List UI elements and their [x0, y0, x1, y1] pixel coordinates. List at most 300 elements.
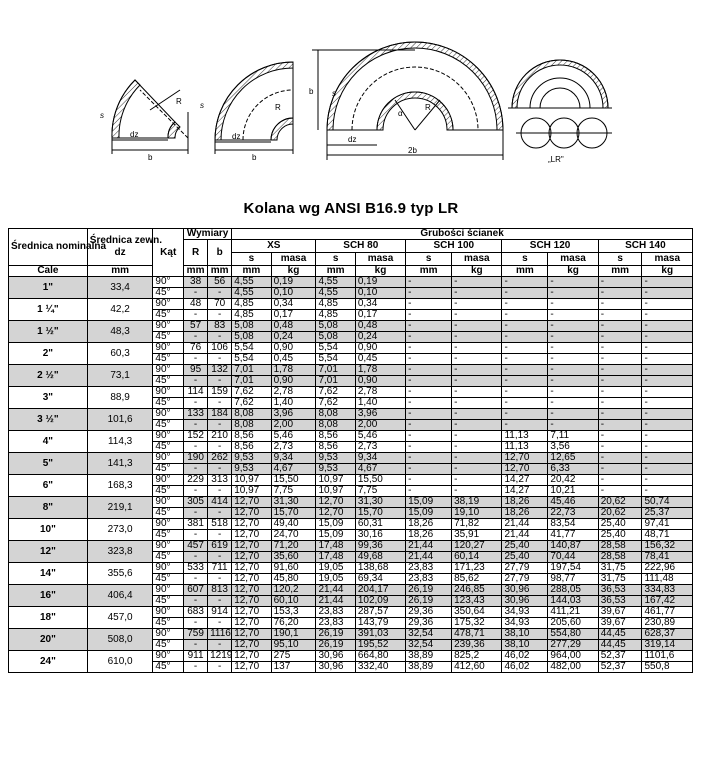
wall-cell: 7,62	[316, 387, 355, 398]
wall-cell: 7,01	[232, 376, 271, 387]
wall-cell: -	[452, 431, 502, 442]
outer-diameter: 48,3	[87, 321, 153, 343]
wall-cell: 46,02	[502, 662, 548, 673]
wall-cell: -	[452, 343, 502, 354]
wall-cell: 0,90	[355, 376, 405, 387]
wall-cell: -	[642, 475, 693, 486]
wall-cell: 46,02	[502, 651, 548, 662]
wall-cell: 9,34	[271, 453, 316, 464]
wall-cell: 35,91	[452, 530, 502, 541]
unit-mm: mm	[87, 266, 153, 277]
wall-cell: -	[452, 464, 502, 475]
wall-cell: 31,75	[598, 563, 642, 574]
dimension-cell: -	[184, 486, 208, 497]
header-masa: masa	[548, 253, 598, 266]
dimension-cell: 518	[208, 519, 232, 530]
wall-cell: 5,54	[232, 354, 271, 365]
wall-cell: 5,54	[316, 354, 355, 365]
header-masa: masa	[271, 253, 316, 266]
wall-cell: 19,05	[316, 574, 355, 585]
angle-cell: 45°	[153, 662, 184, 673]
wall-cell: 21,44	[406, 552, 452, 563]
wall-cell: 36,53	[598, 596, 642, 607]
wall-cell: 4,67	[271, 464, 316, 475]
dimension-cell: 106	[208, 343, 232, 354]
wall-cell: -	[598, 431, 642, 442]
wall-cell: 0,24	[355, 332, 405, 343]
wall-cell: -	[406, 321, 452, 332]
dimension-cell: -	[208, 618, 232, 629]
wall-cell: 3,56	[548, 442, 598, 453]
fig3-label-s: s	[332, 89, 336, 98]
header-masa: masa	[642, 253, 693, 266]
wall-cell: -	[642, 343, 693, 354]
dimension-cell: -	[208, 442, 232, 453]
wall-cell: 137	[271, 662, 316, 673]
dimension-cell: -	[184, 596, 208, 607]
dimension-cell: 457	[184, 541, 208, 552]
dimension-cell: 133	[184, 409, 208, 420]
wall-cell: 69,34	[355, 574, 405, 585]
wall-cell: 50,74	[642, 497, 693, 508]
wall-cell: -	[406, 398, 452, 409]
wall-cell: -	[452, 486, 502, 497]
header-sched-140: SCH 140	[598, 240, 692, 253]
dimension-cell: 48	[184, 299, 208, 310]
wall-cell: 0,10	[355, 288, 405, 299]
wall-cell: -	[452, 387, 502, 398]
wall-cell: -	[502, 420, 548, 431]
wall-cell: -	[598, 277, 642, 288]
nominal-size: 2"	[9, 343, 88, 365]
nominal-size: 1"	[9, 277, 88, 299]
header-r: R	[184, 240, 208, 266]
wall-cell: -	[406, 387, 452, 398]
wall-cell: 4,85	[316, 310, 355, 321]
header-sched-80: SCH 80	[316, 240, 406, 253]
wall-cell: 8,08	[232, 420, 271, 431]
angle-cell: 90°	[153, 277, 184, 288]
wall-cell: 7,75	[355, 486, 405, 497]
wall-cell: 41,77	[548, 530, 598, 541]
dimension-cell: 914	[208, 607, 232, 618]
wall-cell: -	[548, 343, 598, 354]
wall-cell: 32,54	[406, 629, 452, 640]
wall-cell: 15,50	[271, 475, 316, 486]
wall-cell: 10,21	[548, 486, 598, 497]
wall-cell: -	[502, 277, 548, 288]
wall-cell: 25,37	[642, 508, 693, 519]
wall-cell: -	[598, 365, 642, 376]
outer-diameter: 114,3	[87, 431, 153, 453]
wall-cell: 25,40	[598, 519, 642, 530]
wall-cell: 102,09	[355, 596, 405, 607]
wall-cell: -	[598, 332, 642, 343]
wall-cell: -	[452, 288, 502, 299]
header-s: s	[502, 253, 548, 266]
outer-diameter: 141,3	[87, 453, 153, 475]
wall-cell: 4,55	[232, 288, 271, 299]
dimension-cell: 132	[208, 365, 232, 376]
dimension-cell: 619	[208, 541, 232, 552]
outer-diameter: 508,0	[87, 629, 153, 651]
wall-cell: -	[548, 398, 598, 409]
wall-cell: 2,78	[355, 387, 405, 398]
dimension-cell: -	[208, 530, 232, 541]
dimension-cell: -	[184, 354, 208, 365]
wall-cell: 26,19	[316, 640, 355, 651]
lr-sketch-drawing	[508, 60, 612, 164]
dimension-cell: -	[184, 420, 208, 431]
wall-cell: 167,42	[642, 596, 693, 607]
dimension-cell: 114	[184, 387, 208, 398]
wall-cell: 9,53	[316, 464, 355, 475]
wall-cell: 19,10	[452, 508, 502, 519]
wall-cell: -	[598, 453, 642, 464]
wall-cell: 45,80	[271, 574, 316, 585]
wall-cell: -	[406, 343, 452, 354]
wall-cell: 12,70	[232, 629, 271, 640]
wall-cell: 25,40	[502, 541, 548, 552]
wall-cell: -	[598, 321, 642, 332]
angle-cell: 45°	[153, 376, 184, 387]
wall-cell: -	[502, 332, 548, 343]
header-b: b	[208, 240, 232, 266]
wall-cell: 628,37	[642, 629, 693, 640]
header-masa: masa	[355, 253, 405, 266]
wall-cell: -	[502, 354, 548, 365]
dimension-cell: -	[208, 486, 232, 497]
wall-cell: 9,53	[232, 453, 271, 464]
wall-cell: 52,37	[598, 662, 642, 673]
wall-cell: -	[452, 376, 502, 387]
table-row	[9, 607, 693, 618]
wall-cell: 1,78	[271, 365, 316, 376]
angle-cell: 45°	[153, 442, 184, 453]
dimension-cell: 759	[184, 629, 208, 640]
wall-cell: 10,97	[232, 486, 271, 497]
wall-cell: 11,13	[502, 442, 548, 453]
angle-cell: 45°	[153, 398, 184, 409]
wall-cell: -	[642, 409, 693, 420]
unit-mm: mm	[184, 266, 208, 277]
wall-cell: 7,62	[232, 398, 271, 409]
wall-cell: 0,24	[271, 332, 316, 343]
wall-cell: -	[502, 310, 548, 321]
dimension-cell: -	[184, 332, 208, 343]
fig2-label-dz: dz	[232, 132, 241, 141]
wall-cell: 28,58	[598, 552, 642, 563]
wall-cell: 44,45	[598, 640, 642, 651]
wall-cell: 12,65	[548, 453, 598, 464]
wall-cell: 2,00	[355, 420, 405, 431]
wall-cell: 83,54	[548, 519, 598, 530]
dimension-cell: 1116	[208, 629, 232, 640]
header-wall: Grubości ścianek	[232, 229, 693, 240]
wall-cell: -	[502, 398, 548, 409]
wall-cell: -	[452, 365, 502, 376]
wall-cell: 12,70	[316, 497, 355, 508]
nominal-size: 20"	[9, 629, 88, 651]
wall-cell: 20,62	[598, 497, 642, 508]
wall-cell: 15,50	[355, 475, 405, 486]
wall-cell: 175,32	[452, 618, 502, 629]
wall-cell: 49,40	[271, 519, 316, 530]
wall-cell: 36,53	[598, 585, 642, 596]
wall-cell: -	[548, 376, 598, 387]
wall-cell: 120,2	[271, 585, 316, 596]
wall-cell: -	[642, 464, 693, 475]
wall-cell: -	[598, 464, 642, 475]
dimension-cell: 76	[184, 343, 208, 354]
table-row	[9, 475, 693, 486]
header-masa: masa	[452, 253, 502, 266]
angle-cell: 90°	[153, 651, 184, 662]
angle-cell: 45°	[153, 464, 184, 475]
wall-cell: -	[406, 420, 452, 431]
wall-cell: -	[452, 420, 502, 431]
angle-cell: 45°	[153, 420, 184, 431]
wall-cell: 71,82	[452, 519, 502, 530]
dimension-cell: -	[184, 552, 208, 563]
wall-cell: 8,56	[232, 442, 271, 453]
wall-cell: -	[598, 409, 642, 420]
nominal-size: 8"	[9, 497, 88, 519]
wall-cell: 239,36	[452, 640, 502, 651]
wall-cell: 153,3	[271, 607, 316, 618]
wall-cell: 29,36	[406, 618, 452, 629]
wall-cell: 18,26	[502, 508, 548, 519]
wall-cell: -	[406, 376, 452, 387]
wall-cell: 8,56	[316, 442, 355, 453]
outer-diameter: 168,3	[87, 475, 153, 497]
wall-cell: 2,78	[271, 387, 316, 398]
wall-cell: 12,70	[232, 651, 271, 662]
wall-cell: 22,73	[548, 508, 598, 519]
angle-cell: 90°	[153, 343, 184, 354]
wall-cell: 4,85	[316, 299, 355, 310]
dimension-cell: 813	[208, 585, 232, 596]
wall-cell: 31,30	[271, 497, 316, 508]
outer-diameter: 88,9	[87, 387, 153, 409]
elbow-90-drawing	[200, 62, 293, 162]
wall-cell: 11,13	[502, 431, 548, 442]
wall-cell: 12,70	[232, 552, 271, 563]
dimension-cell: 313	[208, 475, 232, 486]
wall-cell: 60,14	[452, 552, 502, 563]
angle-cell: 45°	[153, 354, 184, 365]
dimension-cell: 1219	[208, 651, 232, 662]
nominal-size: 16"	[9, 585, 88, 607]
wall-cell: 1,40	[271, 398, 316, 409]
nominal-size: 1 ½"	[9, 321, 88, 343]
dimension-cell: -	[184, 464, 208, 475]
header-dimensions: Wymiary	[184, 229, 232, 240]
wall-cell: 332,40	[355, 662, 405, 673]
wall-cell: -	[598, 387, 642, 398]
wall-cell: 21,44	[502, 519, 548, 530]
wall-cell: 30,96	[316, 651, 355, 662]
wall-cell: 34,93	[502, 607, 548, 618]
wall-cell: 18,26	[406, 519, 452, 530]
wall-cell: -	[406, 310, 452, 321]
header-sched-xs: XS	[232, 240, 316, 253]
dimension-cell: -	[208, 552, 232, 563]
wall-cell: 138,68	[355, 563, 405, 574]
dimension-cell: -	[184, 530, 208, 541]
wall-cell: 70,44	[548, 552, 598, 563]
table-row	[9, 409, 693, 420]
wall-cell: 95,10	[271, 640, 316, 651]
angle-cell: 45°	[153, 574, 184, 585]
header-sched-120: SCH 120	[502, 240, 598, 253]
wall-cell: 34,93	[502, 618, 548, 629]
angle-cell: 90°	[153, 431, 184, 442]
dimension-cell: 57	[184, 321, 208, 332]
wall-cell: 23,83	[316, 607, 355, 618]
wall-cell: -	[598, 398, 642, 409]
wall-cell: 26,19	[406, 585, 452, 596]
wall-cell: 15,70	[271, 508, 316, 519]
wall-cell: 14,27	[502, 475, 548, 486]
wall-cell: 15,09	[316, 519, 355, 530]
wall-cell: 31,30	[355, 497, 405, 508]
dimension-cell: 184	[208, 409, 232, 420]
wall-cell: 12,70	[316, 508, 355, 519]
outer-diameter: 33,4	[87, 277, 153, 299]
nominal-size: 6"	[9, 475, 88, 497]
wall-cell: 26,19	[316, 629, 355, 640]
fig1-label-b: b	[148, 153, 153, 162]
unit-kg: kg	[642, 266, 693, 277]
wall-cell: 8,08	[316, 420, 355, 431]
dimension-cell: -	[184, 376, 208, 387]
wall-cell: 28,58	[598, 541, 642, 552]
wall-cell: 0,19	[271, 277, 316, 288]
wall-cell: 78,41	[642, 552, 693, 563]
wall-cell: -	[598, 343, 642, 354]
wall-cell: 205,60	[548, 618, 598, 629]
wall-cell: 18,26	[406, 530, 452, 541]
wall-cell: 7,75	[271, 486, 316, 497]
fig2-label-r: R	[275, 103, 281, 112]
wall-cell: 38,89	[406, 662, 452, 673]
wall-cell: -	[452, 310, 502, 321]
wall-cell: 38,10	[502, 629, 548, 640]
wall-cell: 49,68	[355, 552, 405, 563]
elbow-45-drawing	[100, 80, 188, 162]
nominal-size: 5"	[9, 453, 88, 475]
outer-diameter: 610,0	[87, 651, 153, 673]
wall-cell: -	[548, 409, 598, 420]
wall-cell: 15,09	[406, 497, 452, 508]
wall-cell: 111,48	[642, 574, 693, 585]
wall-cell: 204,17	[355, 585, 405, 596]
angle-cell: 90°	[153, 409, 184, 420]
dimension-cell: 70	[208, 299, 232, 310]
dimension-cell: -	[184, 288, 208, 299]
wall-cell: 9,53	[232, 464, 271, 475]
wall-cell: 0,48	[271, 321, 316, 332]
dimension-cell: 152	[184, 431, 208, 442]
angle-cell: 45°	[153, 530, 184, 541]
angle-cell: 90°	[153, 629, 184, 640]
header-angle: Kąt	[153, 229, 184, 277]
dimension-cell: 911	[184, 651, 208, 662]
table-row	[9, 431, 693, 442]
wall-cell: 12,70	[232, 519, 271, 530]
wall-cell: 26,19	[406, 596, 452, 607]
wall-cell: 0,45	[355, 354, 405, 365]
wall-cell: -	[642, 299, 693, 310]
table-row	[9, 453, 693, 464]
dimension-cell: -	[208, 662, 232, 673]
wall-cell: 7,62	[232, 387, 271, 398]
unit-mm: mm	[406, 266, 452, 277]
wall-cell: 14,27	[502, 486, 548, 497]
wall-cell: 482,00	[548, 662, 598, 673]
wall-cell: 5,46	[271, 431, 316, 442]
wall-cell: 2,73	[271, 442, 316, 453]
wall-cell: 48,71	[642, 530, 693, 541]
wall-cell: -	[502, 321, 548, 332]
fig3-label-dz: dz	[348, 135, 357, 144]
wall-cell: 5,08	[316, 321, 355, 332]
wall-cell: 12,70	[232, 530, 271, 541]
angle-cell: 90°	[153, 453, 184, 464]
fig3-label-2b: 2b	[408, 146, 417, 155]
wall-cell: -	[642, 376, 693, 387]
wall-cell: 391,03	[355, 629, 405, 640]
dimension-cell: 83	[208, 321, 232, 332]
wall-cell: 17,48	[316, 541, 355, 552]
wall-cell: 554,80	[548, 629, 598, 640]
wall-cell: 60,10	[271, 596, 316, 607]
wall-cell: 964,00	[548, 651, 598, 662]
wall-cell: 23,83	[406, 574, 452, 585]
wall-cell: 195,52	[355, 640, 405, 651]
wall-cell: 35,60	[271, 552, 316, 563]
dimension-cell: -	[184, 442, 208, 453]
wall-cell: -	[406, 277, 452, 288]
angle-cell: 90°	[153, 585, 184, 596]
wall-cell: 6,33	[548, 464, 598, 475]
wall-cell: 15,09	[406, 508, 452, 519]
wall-cell: -	[502, 409, 548, 420]
unit-kg: kg	[271, 266, 316, 277]
wall-cell: 0,17	[355, 310, 405, 321]
wall-cell: 30,96	[502, 596, 548, 607]
wall-cell: -	[406, 464, 452, 475]
wall-cell: 140,87	[548, 541, 598, 552]
dimension-cell: -	[184, 310, 208, 321]
wall-cell: 3,96	[271, 409, 316, 420]
wall-cell: -	[642, 365, 693, 376]
dimension-cell: -	[184, 508, 208, 519]
wall-cell: 76,20	[271, 618, 316, 629]
nominal-size: 3"	[9, 387, 88, 409]
wall-cell: 4,55	[232, 277, 271, 288]
outer-diameter: 219,1	[87, 497, 153, 519]
dimension-cell: -	[208, 376, 232, 387]
wall-cell: 27,79	[502, 574, 548, 585]
wall-cell: 98,77	[548, 574, 598, 585]
wall-cell: 0,10	[271, 288, 316, 299]
wall-cell: 21,44	[406, 541, 452, 552]
wall-cell: -	[452, 299, 502, 310]
wall-cell: -	[452, 409, 502, 420]
unit-mm: mm	[316, 266, 355, 277]
